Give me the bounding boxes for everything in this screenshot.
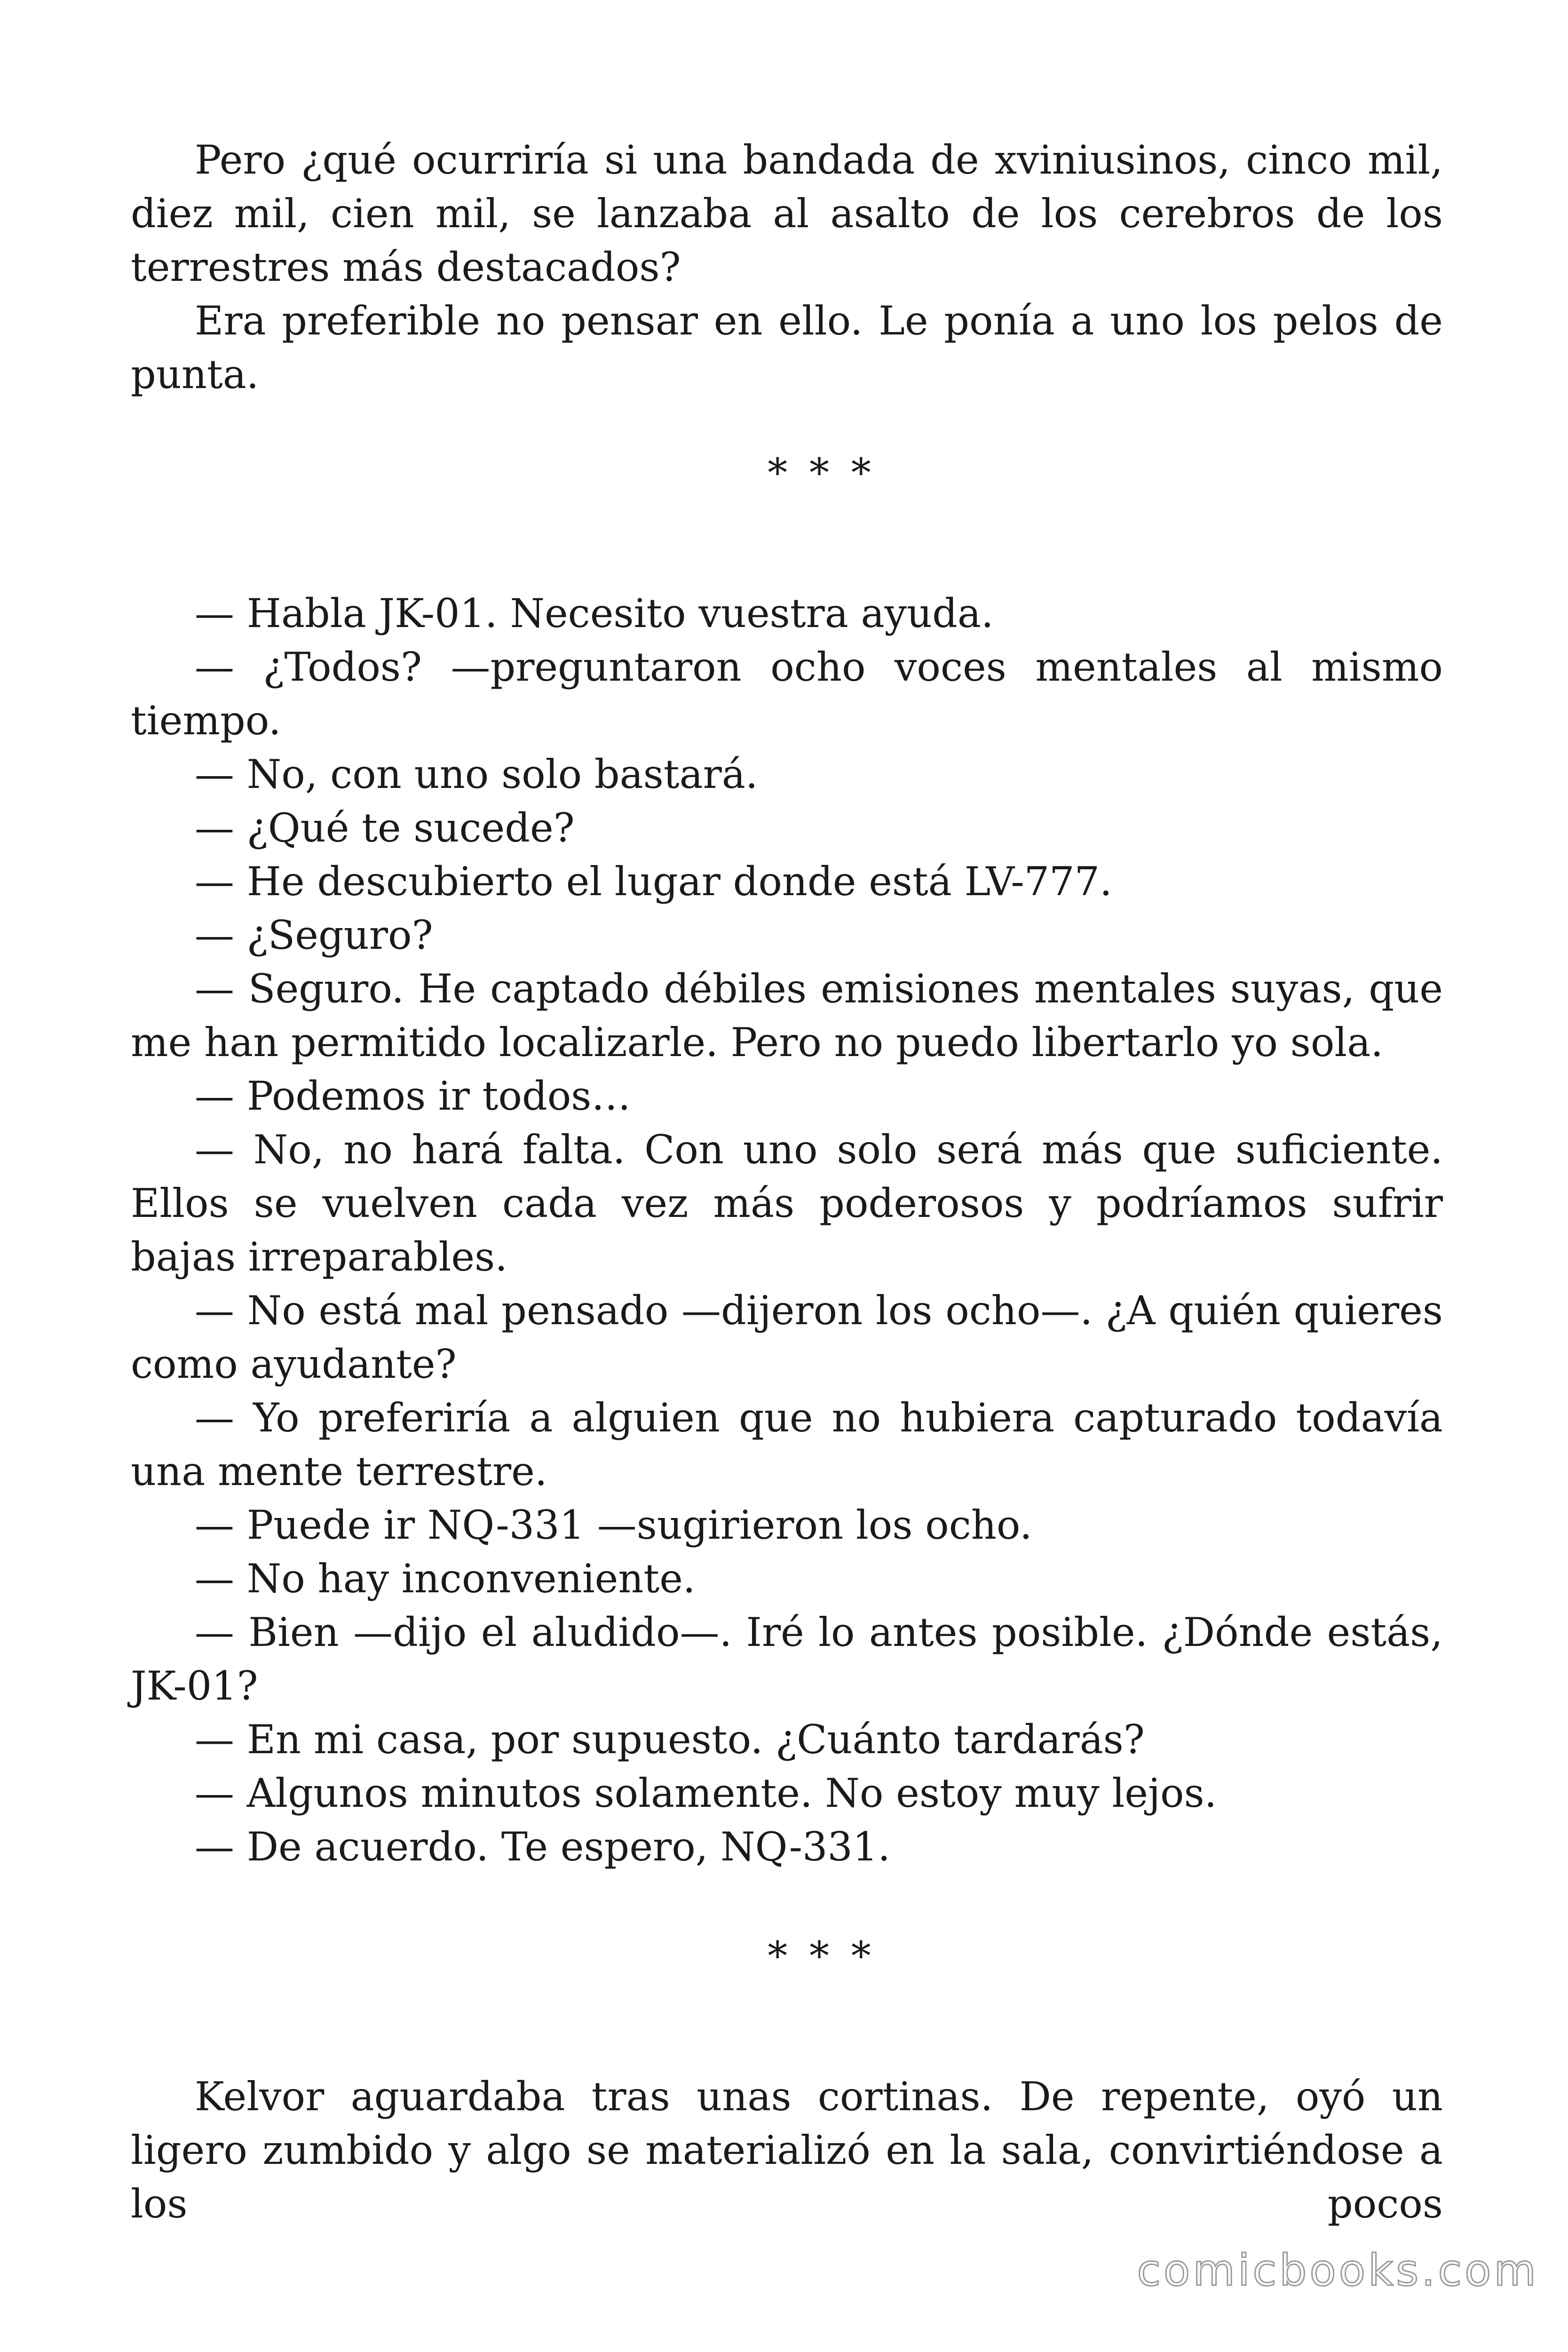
dialogue-line: — No está mal pensado —dijeron los ocho—. ¿A quién quieres como ayudante? [131, 1287, 1443, 1387]
paragraph: Pero ¿qué ocurriría si una bandada de xviniusinos, cinco mil, diez mil, cien mil, se lanzaba al asalto de los cerebros de los terrestres más destacados? [131, 137, 1443, 290]
dialogue-line: — Podemos ir todos… [195, 1073, 631, 1119]
dialogue-line: — No, no hará falta. Con uno solo será más que suficiente. Ellos se vuelven cada vez más poderosos y podríamos sufrir bajas irreparables. [131, 1127, 1443, 1280]
dialogue-line: — He descubierto el lugar donde está LV-777. [195, 858, 1112, 905]
dialogue-line: — No hay inconveniente. [195, 1556, 696, 1602]
dialogue-line: — De acuerdo. Te espero, NQ-331. [195, 1824, 891, 1870]
dialogue-line: — Puede ir NQ-331 —sugirieron los ocho. [195, 1502, 1032, 1548]
dialogue-line: — Habla JK-01. Necesito vuestra ayuda. [195, 590, 994, 636]
section-3 [131, 2070, 1443, 2231]
dialogue-line: — Algunos minutos solamente. No estoy muy lejos. [195, 1770, 1217, 1816]
dialogue-line: — Seguro. He captado débiles emisiones mentales suyas, que me han permitido localizarle. Pero no puedo libertarlo yo sola. [131, 966, 1443, 1065]
dialogue-line: — Bien —dijo el aludido—. Iré lo antes posible. ¿Dónde estás, JK-01? [131, 1609, 1443, 1709]
scene-separator: * * * [768, 450, 876, 496]
paragraph: Era preferible no pensar en ello. Le ponía a uno los pelos de punta. [131, 298, 1443, 397]
dialogue-line: — Yo preferiría a alguien que no hubiera capturado todavía una mente terrestre. [131, 1395, 1443, 1494]
dialogue-line: — ¿Seguro? [195, 912, 433, 958]
paragraph: Kelvor aguardaba tras unas cortinas. De repente, oyó un ligero zumbido y algo se materializó en la sala, convirtiéndose a los pocos [131, 2074, 1443, 2227]
watermark-text: comicbooks.com [1137, 2245, 1539, 2296]
section-2 [131, 587, 1443, 1874]
dialogue-line: — ¿Qué te sucede? [195, 805, 575, 851]
section-1 [131, 133, 1443, 401]
dialogue-line: — En mi casa, por supuesto. ¿Cuánto tardarás? [195, 1716, 1145, 1763]
dialogue-line: — ¿Todos? —preguntaron ocho voces mentales al mismo tiempo. [131, 644, 1443, 744]
scene-separator: * * * [768, 1933, 876, 1979]
dialogue-line: — No, con uno solo bastará. [195, 751, 758, 797]
